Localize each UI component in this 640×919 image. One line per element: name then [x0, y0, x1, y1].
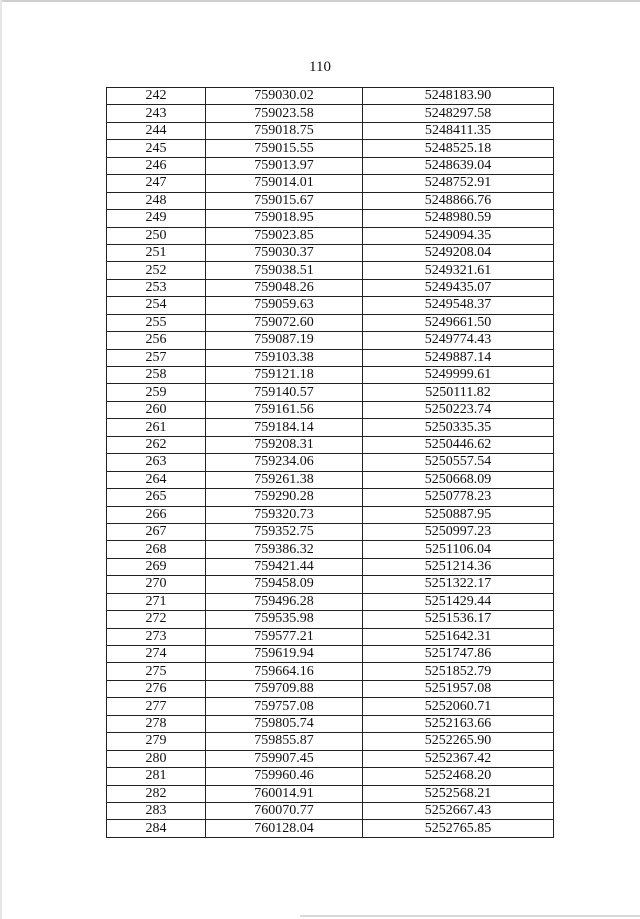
- table-row: [107, 768, 554, 785]
- table-row: [107, 750, 554, 767]
- point-number-cell: 251: [107, 244, 206, 261]
- x-coordinate-cell: 759023.58: [206, 105, 363, 122]
- table-row: [107, 349, 554, 366]
- y-coordinate-cell: 5249435.07: [363, 279, 554, 296]
- x-coordinate-cell: 759048.26: [206, 279, 363, 296]
- table-row: [107, 122, 554, 139]
- point-number-cell: 274: [107, 646, 206, 663]
- page-number: 110: [309, 59, 331, 75]
- table-row: [107, 611, 554, 628]
- x-coordinate-cell: 759290.28: [206, 489, 363, 506]
- x-coordinate-cell: 760070.77: [206, 802, 363, 819]
- y-coordinate-cell: 5248639.04: [363, 157, 554, 174]
- table-row: [107, 454, 554, 471]
- y-coordinate-cell: 5250668.09: [363, 471, 554, 488]
- table-row: [107, 262, 554, 279]
- x-coordinate-cell: 759960.46: [206, 768, 363, 785]
- y-coordinate-cell: 5250778.23: [363, 489, 554, 506]
- y-coordinate-cell: 5252568.21: [363, 785, 554, 802]
- point-number-cell: 279: [107, 733, 206, 750]
- table-row: [107, 297, 554, 314]
- coordinates-table-body: [107, 88, 554, 838]
- coordinates-table: [106, 87, 554, 838]
- table-row: [107, 576, 554, 593]
- y-coordinate-cell: 5249999.61: [363, 367, 554, 384]
- table-row: [107, 680, 554, 697]
- table-row: [107, 401, 554, 418]
- x-coordinate-cell: 759709.88: [206, 680, 363, 697]
- x-coordinate-cell: 759161.56: [206, 401, 363, 418]
- y-coordinate-cell: 5250111.82: [363, 384, 554, 401]
- table-row: [107, 820, 554, 837]
- y-coordinate-cell: 5249208.04: [363, 244, 554, 261]
- x-coordinate-cell: 759103.38: [206, 349, 363, 366]
- table-row: [107, 175, 554, 192]
- y-coordinate-cell: 5252163.66: [363, 715, 554, 732]
- x-coordinate-cell: 759030.02: [206, 88, 363, 105]
- point-number-cell: 277: [107, 698, 206, 715]
- table-row: [107, 210, 554, 227]
- x-coordinate-cell: 759015.67: [206, 192, 363, 209]
- table-row: [107, 436, 554, 453]
- x-coordinate-cell: 759496.28: [206, 593, 363, 610]
- y-coordinate-cell: 5252667.43: [363, 802, 554, 819]
- x-coordinate-cell: 759140.57: [206, 384, 363, 401]
- point-number-cell: 243: [107, 105, 206, 122]
- table-row: [107, 698, 554, 715]
- x-coordinate-cell: 759352.75: [206, 523, 363, 540]
- x-coordinate-cell: 760014.91: [206, 785, 363, 802]
- point-number-cell: 247: [107, 175, 206, 192]
- point-number-cell: 244: [107, 122, 206, 139]
- scan-top-edge: [0, 0, 640, 2]
- x-coordinate-cell: 759577.21: [206, 628, 363, 645]
- table-row: [107, 489, 554, 506]
- table-row: [107, 628, 554, 645]
- x-coordinate-cell: 760128.04: [206, 820, 363, 837]
- x-coordinate-cell: 759023.85: [206, 227, 363, 244]
- point-number-cell: 255: [107, 314, 206, 331]
- y-coordinate-cell: 5251957.08: [363, 680, 554, 697]
- table-row: [107, 541, 554, 558]
- point-number-cell: 263: [107, 454, 206, 471]
- table-row: [107, 314, 554, 331]
- table-row: [107, 715, 554, 732]
- point-number-cell: 268: [107, 541, 206, 558]
- x-coordinate-cell: 759208.31: [206, 436, 363, 453]
- x-coordinate-cell: 759234.06: [206, 454, 363, 471]
- table-row: [107, 558, 554, 575]
- y-coordinate-cell: 5248752.91: [363, 175, 554, 192]
- y-coordinate-cell: 5249774.43: [363, 332, 554, 349]
- table-row: [107, 140, 554, 157]
- y-coordinate-cell: 5249661.50: [363, 314, 554, 331]
- scan-left-edge: [0, 0, 2, 919]
- table-row: [107, 88, 554, 105]
- point-number-cell: 271: [107, 593, 206, 610]
- y-coordinate-cell: 5251429.44: [363, 593, 554, 610]
- y-coordinate-cell: 5249321.61: [363, 262, 554, 279]
- x-coordinate-cell: 759907.45: [206, 750, 363, 767]
- point-number-cell: 261: [107, 419, 206, 436]
- y-coordinate-cell: 5250335.35: [363, 419, 554, 436]
- point-number-cell: 253: [107, 279, 206, 296]
- point-number-cell: 280: [107, 750, 206, 767]
- point-number-cell: 267: [107, 523, 206, 540]
- x-coordinate-cell: 759013.97: [206, 157, 363, 174]
- point-number-cell: 252: [107, 262, 206, 279]
- point-number-cell: 269: [107, 558, 206, 575]
- x-coordinate-cell: 759059.63: [206, 297, 363, 314]
- point-number-cell: 262: [107, 436, 206, 453]
- point-number-cell: 246: [107, 157, 206, 174]
- table-row: [107, 192, 554, 209]
- point-number-cell: 276: [107, 680, 206, 697]
- point-number-cell: 273: [107, 628, 206, 645]
- table-row: [107, 332, 554, 349]
- point-number-cell: 270: [107, 576, 206, 593]
- point-number-cell: 272: [107, 611, 206, 628]
- x-coordinate-cell: 759038.51: [206, 262, 363, 279]
- table-row: [107, 663, 554, 680]
- x-coordinate-cell: 759458.09: [206, 576, 363, 593]
- x-coordinate-cell: 759386.32: [206, 541, 363, 558]
- point-number-cell: 249: [107, 210, 206, 227]
- point-number-cell: 283: [107, 802, 206, 819]
- x-coordinate-cell: 759261.38: [206, 471, 363, 488]
- table-row: [107, 523, 554, 540]
- y-coordinate-cell: 5251852.79: [363, 663, 554, 680]
- point-number-cell: 259: [107, 384, 206, 401]
- point-number-cell: 282: [107, 785, 206, 802]
- x-coordinate-cell: 759030.37: [206, 244, 363, 261]
- x-coordinate-cell: 759619.94: [206, 646, 363, 663]
- point-number-cell: 248: [107, 192, 206, 209]
- table-row: [107, 157, 554, 174]
- point-number-cell: 264: [107, 471, 206, 488]
- x-coordinate-cell: 759014.01: [206, 175, 363, 192]
- point-number-cell: 278: [107, 715, 206, 732]
- y-coordinate-cell: 5252367.42: [363, 750, 554, 767]
- point-number-cell: 284: [107, 820, 206, 837]
- table-row: [107, 506, 554, 523]
- point-number-cell: 258: [107, 367, 206, 384]
- point-number-cell: 256: [107, 332, 206, 349]
- table-row: [107, 733, 554, 750]
- y-coordinate-cell: 5249094.35: [363, 227, 554, 244]
- y-coordinate-cell: 5249548.37: [363, 297, 554, 314]
- point-number-cell: 242: [107, 88, 206, 105]
- y-coordinate-cell: 5251536.17: [363, 611, 554, 628]
- table-row: [107, 105, 554, 122]
- y-coordinate-cell: 5252765.85: [363, 820, 554, 837]
- x-coordinate-cell: 759805.74: [206, 715, 363, 732]
- table-row: [107, 802, 554, 819]
- y-coordinate-cell: 5251106.04: [363, 541, 554, 558]
- table-row: [107, 419, 554, 436]
- point-number-cell: 260: [107, 401, 206, 418]
- table-row: [107, 785, 554, 802]
- y-coordinate-cell: 5248525.18: [363, 140, 554, 157]
- scan-bottom-edge: [300, 915, 640, 917]
- table-row: [107, 384, 554, 401]
- x-coordinate-cell: 759421.44: [206, 558, 363, 575]
- y-coordinate-cell: 5250223.74: [363, 401, 554, 418]
- point-number-cell: 245: [107, 140, 206, 157]
- y-coordinate-cell: 5248866.76: [363, 192, 554, 209]
- point-number-cell: 257: [107, 349, 206, 366]
- point-number-cell: 265: [107, 489, 206, 506]
- x-coordinate-cell: 759018.95: [206, 210, 363, 227]
- y-coordinate-cell: 5252468.20: [363, 768, 554, 785]
- y-coordinate-cell: 5250887.95: [363, 506, 554, 523]
- x-coordinate-cell: 759015.55: [206, 140, 363, 157]
- x-coordinate-cell: 759121.18: [206, 367, 363, 384]
- point-number-cell: 254: [107, 297, 206, 314]
- y-coordinate-cell: 5252265.90: [363, 733, 554, 750]
- y-coordinate-cell: 5251214.36: [363, 558, 554, 575]
- y-coordinate-cell: 5248297.58: [363, 105, 554, 122]
- table-row: [107, 227, 554, 244]
- table-row: [107, 279, 554, 296]
- y-coordinate-cell: 5250557.54: [363, 454, 554, 471]
- y-coordinate-cell: 5251322.17: [363, 576, 554, 593]
- y-coordinate-cell: 5251747.86: [363, 646, 554, 663]
- y-coordinate-cell: 5249887.14: [363, 349, 554, 366]
- y-coordinate-cell: 5248411.35: [363, 122, 554, 139]
- point-number-cell: 250: [107, 227, 206, 244]
- table-row: [107, 244, 554, 261]
- y-coordinate-cell: 5250446.62: [363, 436, 554, 453]
- x-coordinate-cell: 759535.98: [206, 611, 363, 628]
- table-row: [107, 367, 554, 384]
- y-coordinate-cell: 5248183.90: [363, 88, 554, 105]
- x-coordinate-cell: 759018.75: [206, 122, 363, 139]
- x-coordinate-cell: 759087.19: [206, 332, 363, 349]
- x-coordinate-cell: 759855.87: [206, 733, 363, 750]
- point-number-cell: 266: [107, 506, 206, 523]
- x-coordinate-cell: 759184.14: [206, 419, 363, 436]
- y-coordinate-cell: 5250997.23: [363, 523, 554, 540]
- table-row: [107, 593, 554, 610]
- y-coordinate-cell: 5252060.71: [363, 698, 554, 715]
- x-coordinate-cell: 759072.60: [206, 314, 363, 331]
- y-coordinate-cell: 5248980.59: [363, 210, 554, 227]
- table-row: [107, 471, 554, 488]
- x-coordinate-cell: 759757.08: [206, 698, 363, 715]
- point-number-cell: 275: [107, 663, 206, 680]
- y-coordinate-cell: 5251642.31: [363, 628, 554, 645]
- x-coordinate-cell: 759664.16: [206, 663, 363, 680]
- x-coordinate-cell: 759320.73: [206, 506, 363, 523]
- point-number-cell: 281: [107, 768, 206, 785]
- table-row: [107, 646, 554, 663]
